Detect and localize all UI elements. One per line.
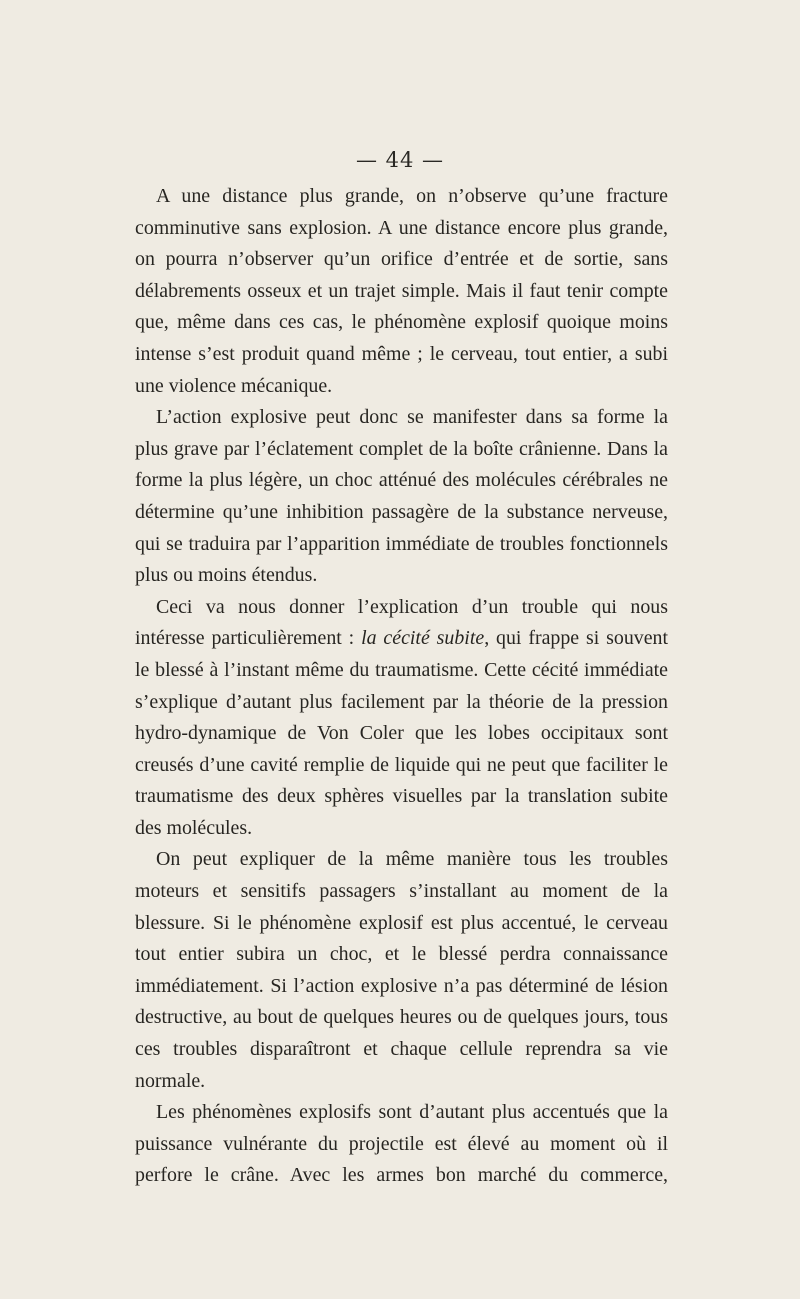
paragraph: A une distance plus grande, on n’observe qu’une fracture comminutive sans explosion. A une distance encore plus grande, on pourra n’observer qu’un orifice d’entrée et de sortie, sans délabrements osseux et un trajet simple. Mais il faut tenir compte que, même dans ces cas, le phénomène explosif quoique moins intense s’est produit quand même ; le cerveau, tout entier, a subi une violence mécanique. <box>135 185 668 397</box>
paragraph <box>135 592 668 845</box>
paragraph-text: Ceci va nous donner l’explication d’un trouble qui nous intéresse particulièrement : <box>135 595 668 650</box>
body-text <box>135 181 668 1192</box>
paragraph-text: , qui frappe si souvent le blessé à l’instant même du traumatisme. Cette cécité immédiate s’explique d’autant plus facilement par la théorie de la pression hydro-dynamique de Von Coler que les lobes occipitaux sont creusés d’une cavité remplie de liquide qui ne peut que faciliter le traumatisme des deux sphères visuelles par la translation subite des molécules. <box>135 627 669 839</box>
paragraph: L’action explosive peut donc se manifester dans sa forme la plus grave par l’éclatement complet de la boîte crânienne. Dans la forme la plus légère, un choc atténué des molécules cérébrales ne détermine qu’une inhibition passagère de la substance nerveuse, qui se traduira par l’apparition immédiate de troubles fonctionnels plus ou moins étendus. <box>135 406 668 587</box>
emphasized-term: la cécité subite <box>361 627 485 650</box>
page-number: — 44 — <box>355 148 445 172</box>
paragraph: On peut expliquer de la même manière tous les troubles moteurs et sensitifs passagers s’installant au moment de la blessure. Si le phénomène explosif est plus accentué, le cerveau tout entier subira un choc, et le blessé perdra connaissance immédiatement. Si l’action explosive n’a pas déterminé de lésion destructive, au bout de quelques heures ou de quelques jours, tous ces troubles disparaîtront et chaque cellule reprendra sa vie normale. <box>135 848 668 1092</box>
paragraph: Les phénomènes explosifs sont d’autant plus accentués que la puissance vulnérante du projectile est élevé au moment où il perfore le crâne. Avec les armes bon marché du commerce, <box>135 1101 668 1187</box>
